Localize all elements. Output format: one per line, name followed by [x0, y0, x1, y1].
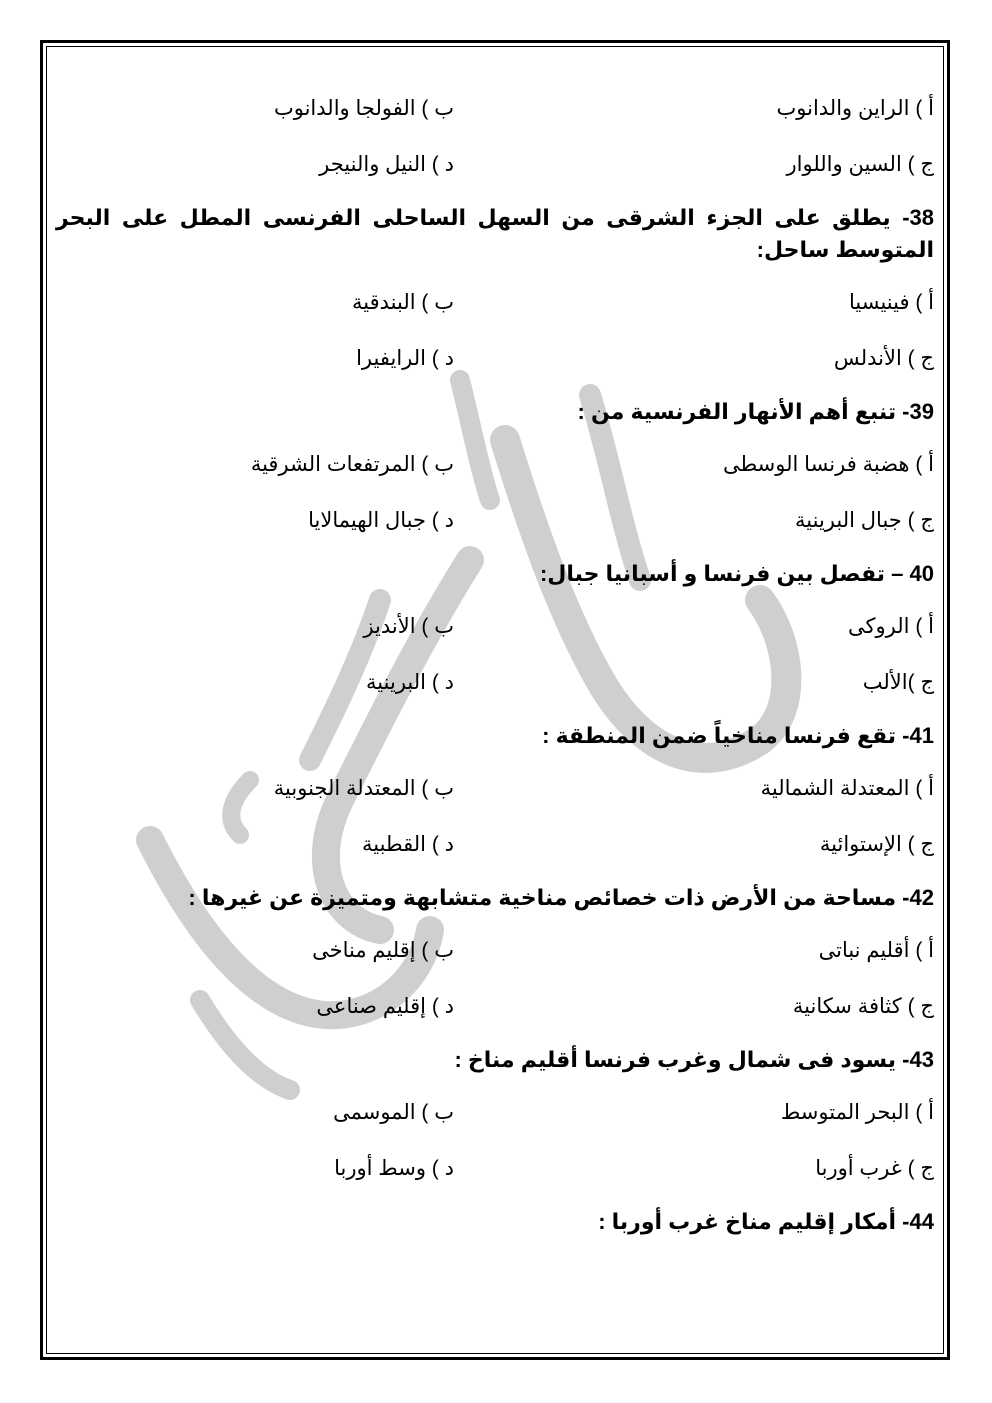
option-a: أ ) أقليم نباتى [818, 938, 934, 962]
option-a: أ ) المعتدلة الشمالية [760, 776, 934, 800]
options-row-ab [56, 80, 934, 136]
options-row-cd [56, 978, 934, 1034]
option-d: د ) القطبية [361, 832, 454, 856]
question-block-43 [56, 1044, 934, 1196]
options-row-ab [56, 274, 934, 330]
option-b: ب ) الأنديز [363, 614, 454, 638]
question-block-41 [56, 720, 934, 872]
option-d: د ) جبال الهيمالايا [308, 508, 454, 532]
option-d: د ) إقليم صناعى [316, 994, 454, 1018]
question-block-44 [56, 1206, 934, 1238]
option-c: ج ) السين واللوار [786, 152, 934, 176]
option-a: أ ) الروكى [848, 614, 934, 638]
question-title: 41- تقع فرنسا مناخياً ضمن المنطقة : [542, 723, 934, 748]
option-c: ج ) غرب أوربا [815, 1156, 934, 1180]
options-row-cd [56, 1140, 934, 1196]
options-row-ab [56, 598, 934, 654]
option-d: د ) الرايفيرا [356, 346, 454, 370]
question-block-37 [56, 80, 934, 192]
options-row-ab [56, 760, 934, 816]
option-a: أ ) البحر المتوسط [780, 1100, 934, 1124]
option-b: ب ) إقليم مناخى [312, 938, 454, 962]
options-row-ab [56, 436, 934, 492]
question-title: 43- يسود فى شمال وغرب فرنسا أقليم مناخ : [454, 1047, 934, 1072]
options-row-cd [56, 136, 934, 192]
content [56, 80, 934, 1246]
options-row-cd [56, 816, 934, 872]
option-b: ب ) المرتفعات الشرقية [250, 452, 454, 476]
option-a: أ ) هضبة فرنسا الوسطى [722, 452, 934, 476]
option-c: ج )الألب [862, 670, 934, 694]
question-title: 42- مساحة من الأرض ذات خصائص مناخية متشابهة ومتميزة عن غيرها : [188, 885, 934, 910]
option-d: د ) النيل والنيجر [319, 152, 454, 176]
options-row-cd [56, 492, 934, 548]
option-b: ب ) المعتدلة الجنوبية [273, 776, 454, 800]
question-block-39 [56, 396, 934, 548]
option-a: أ ) فينيسيا [848, 290, 934, 314]
question-title: 39- تنبع أهم الأنهار الفرنسية من : [577, 399, 934, 424]
option-c: ج ) الأندلس [833, 346, 934, 370]
option-a: أ ) الراين والدانوب [776, 96, 934, 120]
question-title: 38- يطلق على الجزء الشرقى من السهل الساحلى الفرنسى المطل على البحر المتوسط ساحل: [56, 205, 934, 262]
options-row-cd [56, 330, 934, 386]
option-b: ب ) البندقية [352, 290, 454, 314]
option-c: ج ) الإستوائية [819, 832, 934, 856]
option-d: د ) البرينية [366, 670, 454, 694]
options-row-ab [56, 1084, 934, 1140]
options-row-ab [56, 922, 934, 978]
option-d: د ) وسط أوربا [334, 1156, 454, 1180]
question-block-38 [56, 202, 934, 386]
question-block-40 [56, 558, 934, 710]
option-b: ب ) الموسمى [333, 1100, 454, 1124]
question-title: 44- أمكار إقليم مناخ غرب أوربا : [598, 1209, 934, 1234]
question-title: 40 – تفصل بين فرنسا و أسبانيا جبال: [539, 561, 934, 586]
option-c: ج ) كثافة سكانية [792, 994, 934, 1018]
question-block-42 [56, 882, 934, 1034]
option-b: ب ) الفولجا والدانوب [273, 96, 454, 120]
option-c: ج ) جبال البرينية [795, 508, 934, 532]
options-row-cd [56, 654, 934, 710]
